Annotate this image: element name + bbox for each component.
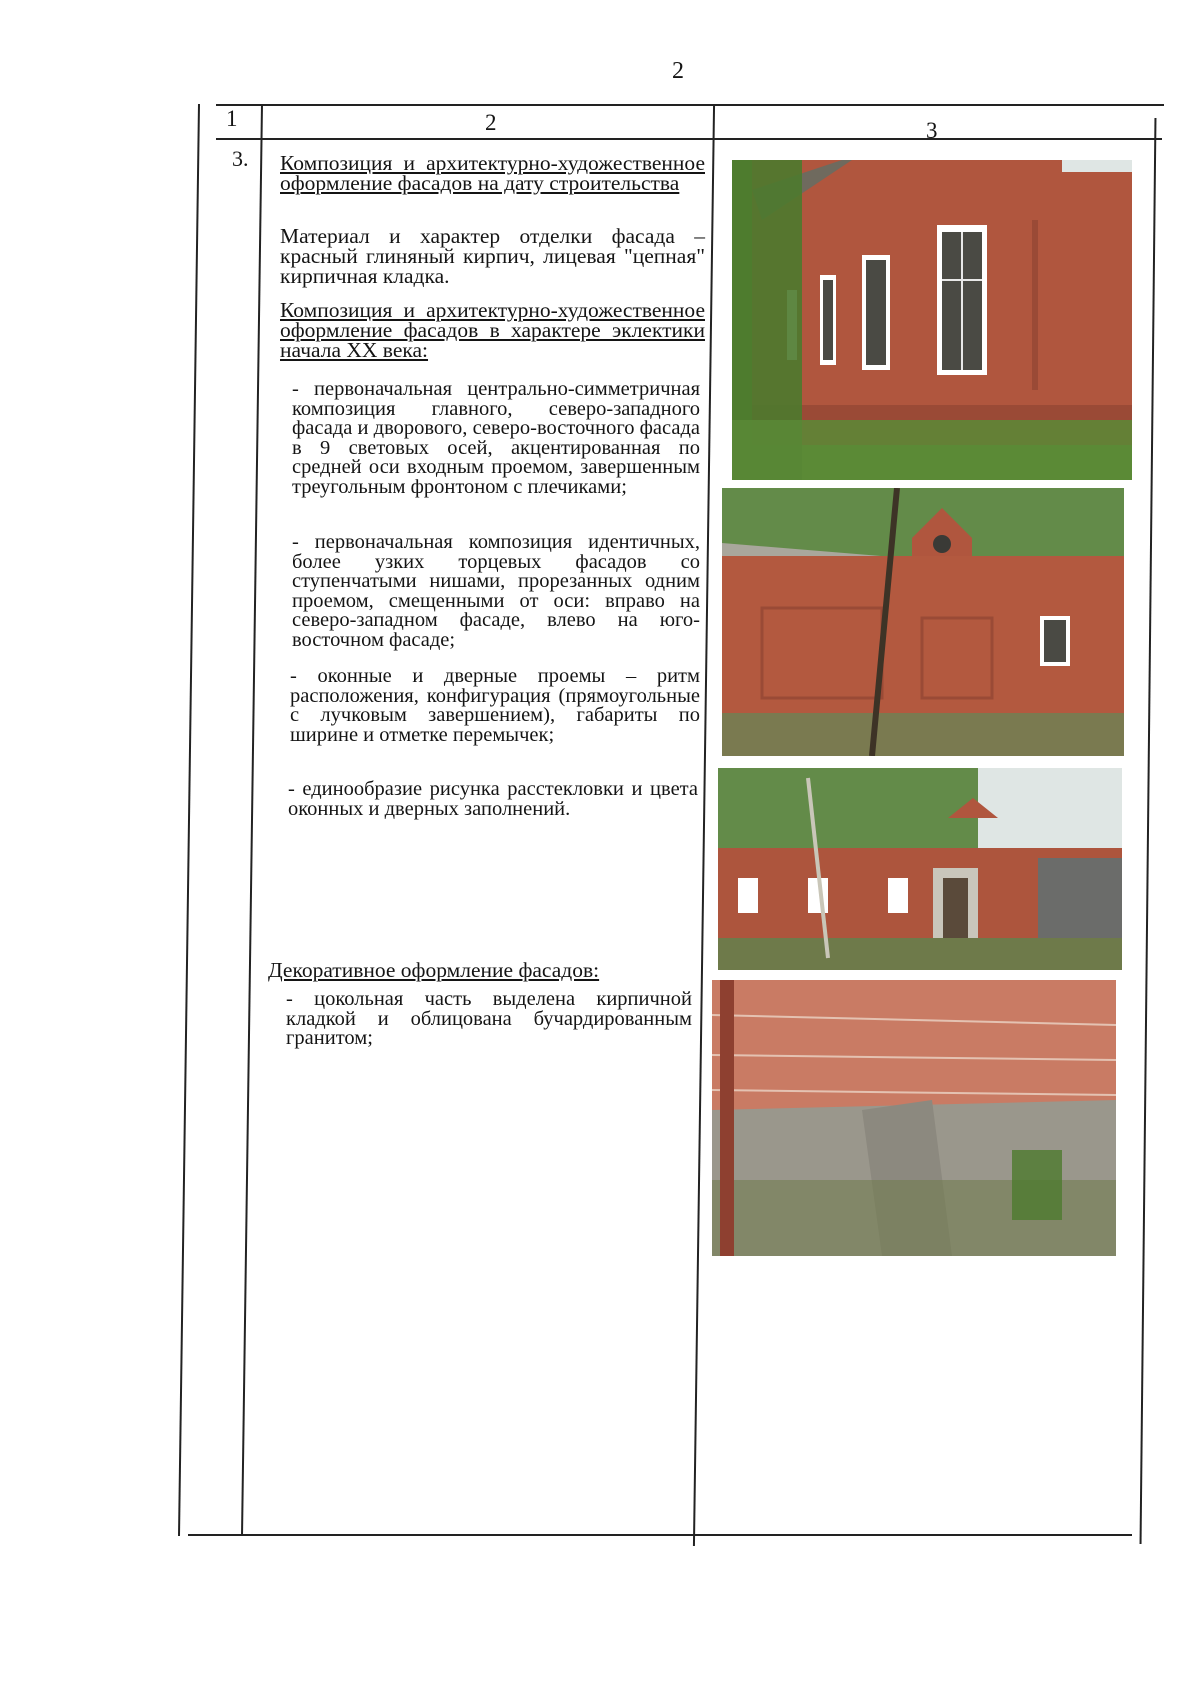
row-number: 3. <box>232 146 249 171</box>
page-number: 2 <box>672 58 684 84</box>
heading-composition-eclectic: Композиция и архитектурно-художественное оформление фасадов в характере эклектики начала XX века: <box>280 298 705 362</box>
column-header-1: 1 <box>226 106 238 131</box>
composition-item-1: - первоначальная центрально-симметричная композиция главного, северо-западного фасада и дворового, северо-восточного фасада в 9 световых осей, акцентированная по средней оси входным проемом, завершенным треугольным фронтоном с плечиками; <box>292 378 700 498</box>
photo-main-facade <box>732 160 1132 480</box>
composition-item-3: - оконные и дверные проемы – ритм расположения, конфигурация (прямоугольные с лучковым завершением), габариты по ширине и отметке перемычек; <box>290 665 700 746</box>
table-header-divider <box>216 138 1162 140</box>
composition-item-4: - единообразие рисунка расстекловки и цвета оконных и дверных заполнений. <box>288 778 698 820</box>
heading-decorative: Декоративное оформление фасадов: <box>268 958 600 982</box>
table-divider-1 <box>241 104 263 1536</box>
decor-item-1: - цокольная часть выделена кирпичной кладкой и облицована бучардированным гранитом; <box>286 988 692 1050</box>
column-header-2: 2 <box>485 110 497 135</box>
column-header-3: 3 <box>926 118 938 143</box>
composition-item-2: - первоначальная композиция идентичных, более узких торцевых фасадов со ступенчатыми нишами, прорезанных одним проемом, смещенными от оси: вправо на северо-западном фасаде, влево на юго-восточном фасаде; <box>292 531 700 651</box>
photo-plinth-granite <box>712 980 1116 1256</box>
table-right-border <box>1140 118 1157 1544</box>
table-bottom-border <box>188 1534 1132 1536</box>
table-left-border <box>178 104 200 1536</box>
material-text: Материал и характер отделки фасада – красный глиняный кирпич, лицевая "цепная" кирпичная кладка. <box>280 224 705 288</box>
photo-end-facade <box>722 488 1124 756</box>
heading-composition-original: Композиция и архитектурно-художественное оформление фасадов на дату строительства <box>280 151 705 195</box>
photo-courtyard-facade <box>718 768 1122 970</box>
table-top-border <box>216 104 1164 106</box>
